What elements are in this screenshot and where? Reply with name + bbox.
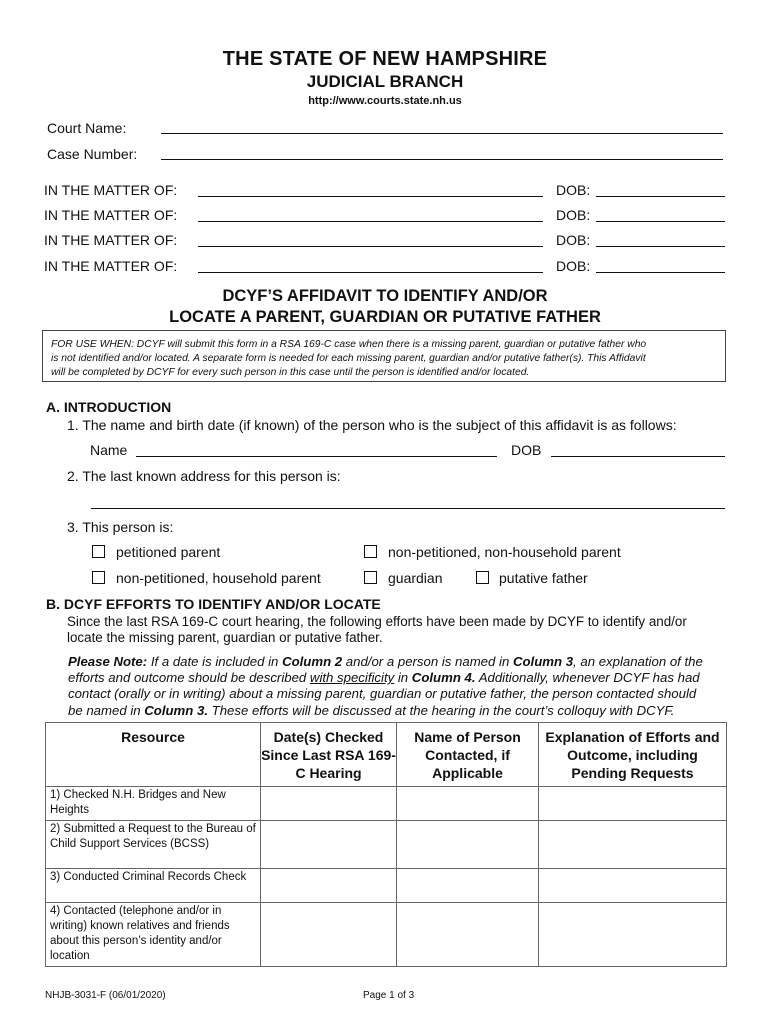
matter-label-1: IN THE MATTER OF: <box>44 182 178 198</box>
court-url: http://www.courts.state.nh.us <box>308 95 462 107</box>
case-number-label: Case Number: <box>47 146 138 162</box>
section-b-intro2: locate the missing parent, guardian or putative father. <box>67 630 383 645</box>
please-note-lead: Please Note: <box>68 654 148 669</box>
dates-cell[interactable] <box>261 787 397 821</box>
non-petitioned-non-household-label: non-petitioned, non-household parent <box>388 544 621 560</box>
resource-cell: 2) Submitted a Request to the Bureau of Child Support Services (BCSS) <box>46 821 261 869</box>
person-cell[interactable] <box>397 821 539 869</box>
matter-dob-label-2: DOB: <box>556 207 591 223</box>
putative-father-label: putative father <box>499 570 588 586</box>
matter-dob-field-3[interactable] <box>596 246 725 247</box>
resource-cell: 1) Checked N.H. Bridges and New Heights <box>46 787 261 821</box>
matter-field-2[interactable] <box>198 221 543 222</box>
section-a-item2: 2. The last known address for this person is: <box>67 468 341 484</box>
resource-cell: 4) Contacted (telephone and/or in writing) known relatives and friends about this person’s identity and/or location <box>46 903 261 967</box>
dates-cell[interactable] <box>261 869 397 903</box>
matter-field-3[interactable] <box>198 246 543 247</box>
subject-name-label: Name <box>90 442 128 458</box>
matter-field-4[interactable] <box>198 272 543 273</box>
section-a-item3: 3. This person is: <box>67 519 174 535</box>
form-title-line1: DCYF’S AFFIDAVIT TO IDENTIFY AND/OR <box>222 287 548 305</box>
page-number: Page 1 of 3 <box>363 990 415 1001</box>
section-b-intro1: Since the last RSA 169-C court hearing, the following efforts have been made by DCYF to identify and/or <box>67 614 687 629</box>
col-resource-header: Resource <box>46 723 261 787</box>
case-number-field[interactable] <box>161 159 723 160</box>
court-name-label: Court Name: <box>47 120 127 136</box>
dates-cell[interactable] <box>261 903 397 967</box>
person-cell[interactable] <box>397 903 539 967</box>
section-b-heading: B. DCYF EFFORTS TO IDENTIFY AND/OR LOCATE <box>46 596 381 612</box>
court-name-field[interactable] <box>161 133 723 134</box>
section-a-heading: A. INTRODUCTION <box>46 399 172 415</box>
explanation-cell[interactable] <box>539 821 727 869</box>
please-note: Please Note: If a date is included in Column 2 and/or a person is named in Column 3, an explanation of the efforts and outcome should be described with specificity in Column 4. Additionally, whenever DCYF has had contact (orally or in writing) about a missing parent, guardian or putative father, the person contacted should be named in Column 3. These efforts will be discussed at the hearing in the court’s colloquy with DCYF. <box>68 654 703 718</box>
usage-note-line2: is not identified and/or located. A separate form is needed for each missing parent, guardian and/or putative father(s). This Affidavit <box>51 353 646 364</box>
non-petitioned-household-checkbox[interactable] <box>92 571 105 584</box>
explanation-cell[interactable] <box>539 869 727 903</box>
form-title-line2: LOCATE A PARENT, GUARDIAN OR PUTATIVE FATHER <box>169 308 601 326</box>
person-cell[interactable] <box>397 869 539 903</box>
matter-field-1[interactable] <box>198 196 543 197</box>
matter-dob-label-3: DOB: <box>556 232 591 248</box>
non-petitioned-non-household-checkbox[interactable] <box>364 545 377 558</box>
matter-label-2: IN THE MATTER OF: <box>44 207 178 223</box>
state-title: THE STATE OF NEW HAMPSHIRE <box>222 48 548 70</box>
usage-note-line3: will be completed by DCYF for every such person in this case until the person is identified and/or located. <box>51 367 530 378</box>
usage-note-line1: FOR USE WHEN: DCYF will submit this form in a RSA 169-C case when there is a missing parent, guardian or putative father who <box>51 339 647 350</box>
last-address-field[interactable] <box>91 508 725 509</box>
person-cell[interactable] <box>397 787 539 821</box>
usage-note-box <box>42 330 726 382</box>
non-petitioned-household-label: non-petitioned, household parent <box>116 570 321 586</box>
explanation-cell[interactable] <box>539 787 727 821</box>
table-header-row <box>46 723 727 787</box>
dates-cell[interactable] <box>261 821 397 869</box>
matter-label-3: IN THE MATTER OF: <box>44 232 178 248</box>
petitioned-parent-label: petitioned parent <box>116 544 221 560</box>
matter-dob-field-2[interactable] <box>596 221 725 222</box>
col-dates-header: Date(s) Checked Since Last RSA 169-C Hearing <box>261 723 397 787</box>
form-id: NHJB-3031-F (06/01/2020) <box>45 990 166 1001</box>
putative-father-checkbox[interactable] <box>476 571 489 584</box>
petitioned-parent-checkbox[interactable] <box>92 545 105 558</box>
col-explanation-header: Explanation of Efforts and Outcome, including Pending Requests <box>539 723 727 787</box>
matter-dob-label-1: DOB: <box>556 182 591 198</box>
branch-title: JUDICIAL BRANCH <box>306 72 464 91</box>
resource-cell: 3) Conducted Criminal Records Check <box>46 869 261 903</box>
table-row <box>46 903 727 967</box>
subject-dob-field[interactable] <box>551 456 725 457</box>
guardian-checkbox[interactable] <box>364 571 377 584</box>
col-person-header: Name of Person Contacted, if Applicable <box>397 723 539 787</box>
subject-dob-label: DOB <box>511 442 542 458</box>
section-a-item1: 1. The name and birth date (if known) of the person who is the subject of this affidavit is as follows: <box>67 417 677 433</box>
matter-dob-field-4[interactable] <box>596 272 725 273</box>
subject-name-field[interactable] <box>136 456 497 457</box>
efforts-table <box>45 722 727 967</box>
table-row <box>46 787 727 821</box>
explanation-cell[interactable] <box>539 903 727 967</box>
matter-dob-label-4: DOB: <box>556 258 591 274</box>
table-row <box>46 821 727 869</box>
matter-dob-field-1[interactable] <box>596 196 725 197</box>
guardian-label: guardian <box>388 570 443 586</box>
table-row <box>46 869 727 903</box>
matter-label-4: IN THE MATTER OF: <box>44 258 178 274</box>
